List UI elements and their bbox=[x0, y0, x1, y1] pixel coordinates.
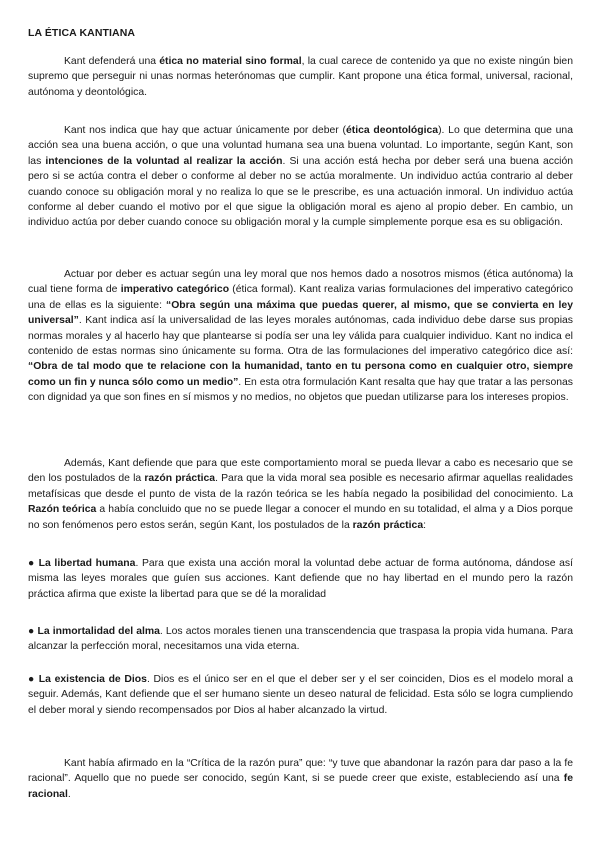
text-run: Actuar por deber es actuar según una ley moral que nos hemos dado a nosotros mismos (ética autónoma) la cual tiene forma de bbox=[28, 269, 573, 296]
text-run: . En esta otra formulación Kant resalta que hay que tratar a las personas con dignidad ya que son fines en sí mismos y no medios, no objetos que puedan utilizarse para los intereses propios. bbox=[28, 376, 573, 404]
bold-text-run: ● La libertad humana bbox=[28, 558, 136, 569]
text-run: . Dios es el único ser en el que el deber ser y el ser coinciden, Dios es el modelo moral a seguir. Además, Kant defiende que el ser humano siente un deseo natural de felicidad. Esta sólo se logra cumpliendo el deber moral y siendo recompensados por Dios al haber alcanzado la virtud. bbox=[28, 674, 573, 716]
text-run: Kant había afirmado en la “Crítica de la razón pura” que: “y tuve que abandonar la razón para dar paso a la fe racional”. Aquello que no puede ser conocido, según Kant, si se puede creer que existe, estableciendo así una bbox=[28, 758, 573, 785]
text-run: Además, Kant defiende que para que este comportamiento moral se pueda llevar a cabo es necesario que se den los postulados de la bbox=[28, 458, 573, 485]
page-title: LA ÉTICA KANTIANA bbox=[28, 27, 136, 39]
text-run: . Kant indica así la universalidad de las leyes morales autónomas, cada individuo debe darse sus propias normas morales y al hacerlo hay que plantearse si podía ser una ley válida para cualquier individuo. Kant no indica el contenido de estas normas sino únicamente su forma. Otra de las formulaciones del imperativo categórico dice así: bbox=[28, 315, 573, 358]
bold-text-run: Razón teórica bbox=[28, 504, 97, 516]
paragraph-deber bbox=[28, 123, 573, 231]
text-run: Kant nos indica que hay que actuar únicamente por deber ( bbox=[64, 125, 346, 136]
bold-text-run: “Obra según una máxima que puedas querer, al mismo, que se convierta en ley universal” bbox=[28, 299, 573, 327]
bold-text-run: ● La inmortalidad del alma bbox=[28, 626, 160, 637]
text-run: : bbox=[423, 519, 426, 531]
paragraph-intro bbox=[28, 54, 573, 100]
bold-text-run: razón práctica bbox=[352, 519, 424, 531]
bold-text-run: “Obra de tal modo que te relacione con la humanidad, tanto en tu persona como en cualquier otro, siempre como un fin y nunca sólo como un medio” bbox=[28, 361, 573, 388]
text-run: a había concluido que no se puede llegar a conocer el mundo en su totalidad, el alma y a Dios porque no son fenómenos pero estos serán, según Kant, los postulados de la bbox=[28, 504, 574, 531]
bold-text-run: ética no material sino formal bbox=[159, 56, 302, 67]
text-run: . Para que exista una acción moral la voluntad debe actuar de forma autónoma, dándose así misma las leyes morales que guíen sus acciones. Kant defiende que no hay libertad en el mundo pero la razón práctica afirma que existe la libertad para que se dé la moralidad bbox=[28, 558, 573, 600]
paragraph-fe-racional bbox=[28, 756, 573, 802]
text-run: ). Lo que determina que una acción sea una buena acción, o que una voluntad humana sea una buena voluntad. Lo importante, según Kant, son las bbox=[28, 125, 573, 167]
text-run: Kant defenderá una bbox=[64, 56, 160, 67]
bold-text-run: razón práctica bbox=[144, 473, 216, 485]
text-run: , la cual carece de contenido ya que no existe ningún bien supremo que perseguir ni unas normas heterónomas que cumplir. Kant propone una ética formal, universal, racional, autónoma y deontológica. bbox=[28, 56, 573, 98]
paragraph-postulados bbox=[28, 456, 573, 533]
bold-text-run: fe racional bbox=[28, 773, 573, 800]
text-run: (ética formal). Kant realiza varias formulaciones del imperativo categórico una de ellas es la siguiente: bbox=[28, 284, 573, 311]
text-run: . Para que la vida moral sea posible es necesario afirmar aquellas realidades metafísicas que desde el punto de vista de la razón teórica se les había negado la posibilidad del conocimiento. La bbox=[28, 473, 573, 500]
text-run: . Los actos morales tienen una transcendencia que traspasa la propia vida humana. Para alcanzar la perfección moral, necesitamos una vida eterna. bbox=[28, 626, 573, 653]
bullet-dios bbox=[28, 672, 573, 718]
bullet-libertad bbox=[28, 556, 573, 602]
bold-text-run: intenciones de la voluntad al realizar la acción bbox=[45, 155, 283, 167]
bullet-alma bbox=[28, 624, 573, 655]
bold-text-run: ética deontológica bbox=[345, 125, 439, 136]
bold-text-run: ● La existencia de Dios bbox=[28, 674, 147, 685]
text-run: . Si una acción está hecha por deber será una buena acción pero si se actúa contra el deber o conforme al deber no se actúa moralmente. Un individuo actúa contrario al deber cuando conoce su obligación moral y no realiza lo que se le prescribe, es una actuación inmoral. Un individuo actúa conforme al deber cuando el motivo por el que sigue la obligación moral es ajeno al propio deber. En cambio, un individuo actúa por deber cuando conoce su obligación moral y la cumple simplemente porque esa es su obligación. bbox=[28, 155, 574, 229]
bold-text-run: imperativo categórico bbox=[120, 284, 230, 296]
paragraph-imperativo bbox=[28, 267, 573, 406]
text-run: . bbox=[67, 788, 71, 800]
